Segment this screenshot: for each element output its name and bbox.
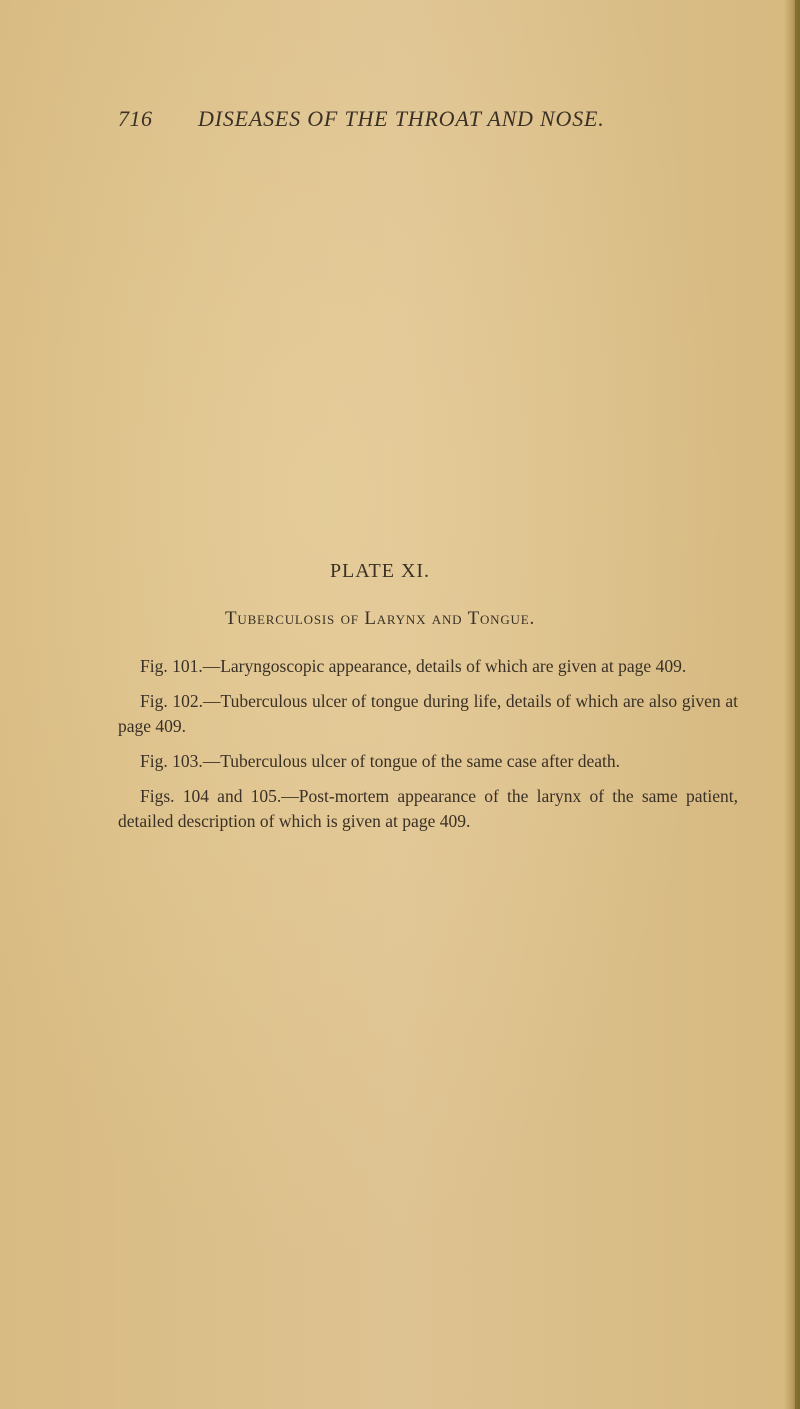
caption-fig-103: Fig. 103.—Tuberculous ulcer of tongue of the same case after death. xyxy=(140,751,620,771)
caption-fig-102: Fig. 102.—Tuberculous ulcer of tongue during life, details of which are also given at page 409. xyxy=(118,691,738,736)
caption-fig-101: Fig. 101.—Laryngoscopic appearance, details of which are given at page 409. xyxy=(140,656,687,676)
plate-subtitle: Tuberculosis of Larynx and Tongue. xyxy=(224,608,536,629)
figure-captions xyxy=(118,654,738,844)
running-head-title: DISEASES OF THE THROAT AND NOSE. xyxy=(198,106,605,131)
page-number: 716 xyxy=(118,106,153,131)
running-head xyxy=(118,106,738,140)
plate-title: PLATE XI. xyxy=(329,560,431,582)
caption-figs-104-105: Figs. 104 and 105.—Post-mortem appearance of the larynx of the same patient, detailed description of which is given at page 409. xyxy=(118,786,738,831)
page-edge xyxy=(795,0,800,1409)
